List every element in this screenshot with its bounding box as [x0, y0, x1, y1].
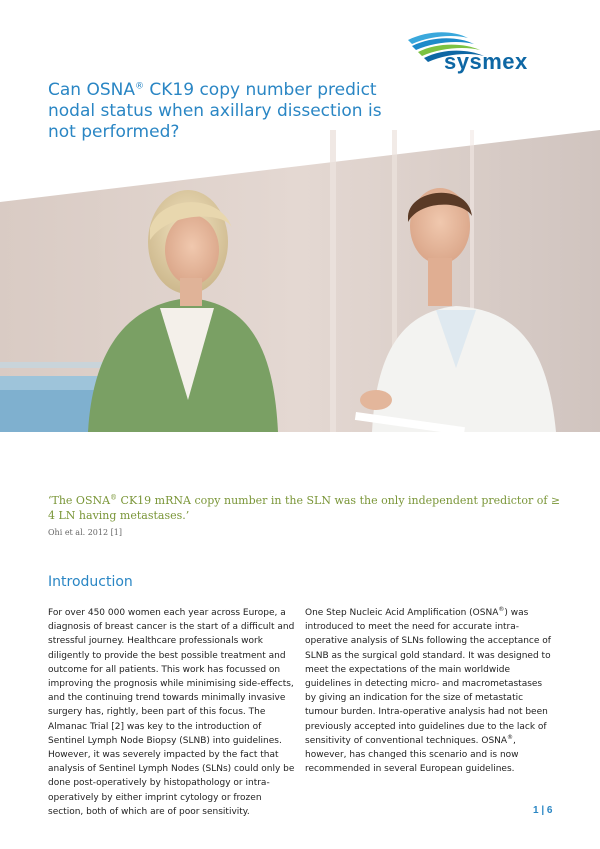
- page-title: Can OSNA® CK19 copy number predict nodal status when axillary dissection is not performed?: [48, 80, 382, 142]
- consultation-photo: [0, 130, 600, 432]
- intro-column-left: For over 450 000 women each year across Europe, a diagnosis of breast cancer is the start of a difficult and stressful journey. Healthcare professionals work diligently to provide the best possible treatment and outcome for all patients. This work has focussed on improving the prognosis while minimising side-effects, and the continuing trend towards minimally invasive surgery has, rightly, been part of this focus. The Almanac Trial [2] was key to the introduction of Sentinel Lymph Node Biopsy (SLNB) into guidelines. However, it was severely impacted by the fact that analysis of Sentinel Lymph Nodes (SLNs) could only be done post-operatively by histopathology or intra-operatively by either imprint cytology or frozen section, both of which are of poor sensitivity.: [48, 608, 295, 817]
- intro-column-right: One Step Nucleic Acid Amplification (OSNA®) was introduced to meet the need for accurate intra-operative analysis of SLNs following the acceptance of SLNB as the surgical gold standard. It was designed to meet the expectations of the main worldwide guidelines in detecting micro- and macrometastases by giving an indication for the size of metastatic tumour burden. Intra-operative analysis had not been previously accepted into guidelines due to the lack of sensitivity of conventional techniques. OSNA®, however, has changed this scenario and is now recommended in several European guidelines.: [305, 606, 551, 775]
- page-number: 1 | 6: [533, 805, 553, 816]
- section-heading: Introduction: [48, 574, 133, 590]
- sysmex-logo-text: sysmex: [444, 49, 528, 74]
- quote-citation: Ohi et al. 2012 [1]: [48, 528, 122, 537]
- pull-quote: ‘The OSNA® CK19 mRNA copy number in the SLN was the only independent predictor of ≥ 4 LN having metastases.’: [48, 493, 561, 522]
